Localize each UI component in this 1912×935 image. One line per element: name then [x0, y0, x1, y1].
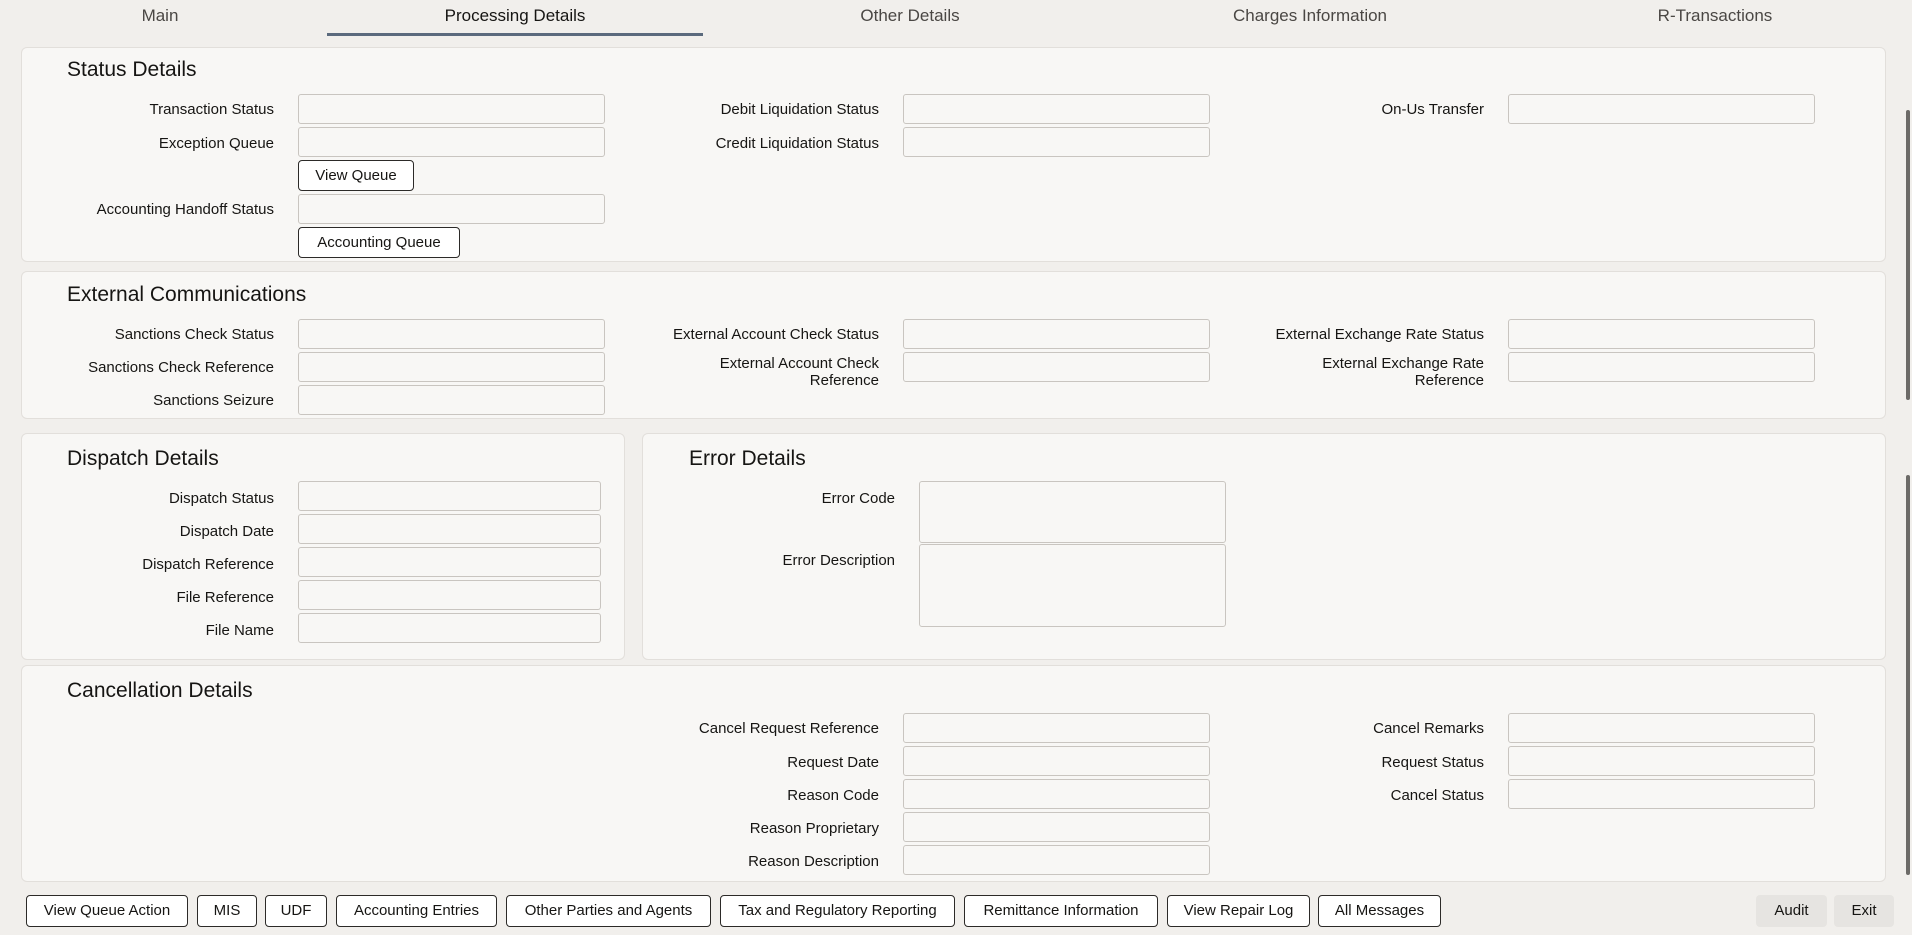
- exception-queue-label: Exception Queue: [158, 135, 274, 152]
- exception-queue-field[interactable]: [298, 127, 605, 157]
- scrollbar[interactable]: [1906, 110, 1910, 880]
- tax-and-regulatory-reporting-button[interactable]: Tax and Regulatory Reporting: [720, 895, 955, 927]
- reason-description-label: Reason Description: [748, 853, 879, 870]
- error-details-title: Error Details: [689, 447, 806, 470]
- transaction-status-label: Transaction Status: [149, 101, 274, 118]
- accounting-handoff-status-label: Accounting Handoff Status: [96, 201, 274, 218]
- exit-button[interactable]: Exit: [1834, 895, 1894, 927]
- file-reference-label: File Reference: [176, 589, 274, 606]
- sanctions-check-reference-label: Sanctions Check Reference: [88, 359, 274, 376]
- other-parties-and-agents-button[interactable]: Other Parties and Agents: [506, 895, 711, 927]
- debit-liquidation-status-label: Debit Liquidation Status: [720, 101, 879, 118]
- external-account-check-reference-label: [620, 355, 879, 389]
- dispatch-details-title: Dispatch Details: [67, 447, 219, 470]
- transaction-status-field[interactable]: [298, 94, 605, 124]
- sanctions-check-reference-field[interactable]: [298, 352, 605, 382]
- status-details-title: Status Details: [67, 58, 197, 81]
- cancel-status-field[interactable]: [1508, 779, 1815, 809]
- accounting-entries-button[interactable]: Accounting Entries: [336, 895, 497, 927]
- view-repair-log-button[interactable]: View Repair Log: [1167, 895, 1310, 927]
- reason-proprietary-label: Reason Proprietary: [749, 820, 879, 837]
- all-messages-button[interactable]: All Messages: [1318, 895, 1441, 927]
- scrollbar-thumb-lower[interactable]: [1906, 475, 1910, 875]
- reason-proprietary-field[interactable]: [903, 812, 1210, 842]
- tab-r-transactions[interactable]: R-Transactions: [1657, 6, 1773, 25]
- credit-liquidation-status-field[interactable]: [903, 127, 1210, 157]
- mis-button[interactable]: MIS: [197, 895, 257, 927]
- external-account-check-status-label: External Account Check Status: [673, 326, 879, 343]
- external-account-check-reference-line2: Reference: [809, 372, 879, 389]
- file-name-field[interactable]: [298, 613, 601, 643]
- sanctions-check-status-label: Sanctions Check Status: [114, 326, 274, 343]
- request-date-field[interactable]: [903, 746, 1210, 776]
- sanctions-seizure-label: Sanctions Seizure: [153, 392, 274, 409]
- udf-button[interactable]: UDF: [265, 895, 327, 927]
- scrollbar-thumb-upper[interactable]: [1906, 110, 1910, 400]
- sanctions-check-status-field[interactable]: [298, 319, 605, 349]
- external-exchange-rate-reference-line2: Reference: [1414, 372, 1484, 389]
- cancel-remarks-label: Cancel Remarks: [1373, 720, 1484, 737]
- view-queue-action-button[interactable]: View Queue Action: [26, 895, 188, 927]
- on-us-transfer-field[interactable]: [1508, 94, 1815, 124]
- external-account-check-status-field[interactable]: [903, 319, 1210, 349]
- accounting-handoff-status-field[interactable]: [298, 194, 605, 224]
- file-name-label: File Name: [205, 622, 274, 639]
- cancel-request-reference-field[interactable]: [903, 713, 1210, 743]
- credit-liquidation-status-label: Credit Liquidation Status: [715, 135, 879, 152]
- reason-code-field[interactable]: [903, 779, 1210, 809]
- file-reference-field[interactable]: [298, 580, 601, 610]
- external-account-check-reference-field[interactable]: [903, 352, 1210, 382]
- dispatch-reference-label: Dispatch Reference: [142, 556, 274, 573]
- tab-main[interactable]: Main: [141, 6, 179, 25]
- on-us-transfer-label: On-Us Transfer: [1381, 101, 1484, 118]
- external-exchange-rate-reference-label: [1230, 355, 1484, 389]
- error-description-field[interactable]: [919, 544, 1226, 627]
- reason-code-label: Reason Code: [787, 787, 879, 804]
- external-exchange-rate-reference-field[interactable]: [1508, 352, 1815, 382]
- cancel-remarks-field[interactable]: [1508, 713, 1815, 743]
- request-date-label: Request Date: [787, 754, 879, 771]
- view-queue-button[interactable]: View Queue: [298, 160, 414, 191]
- accounting-queue-button[interactable]: Accounting Queue: [298, 227, 460, 258]
- external-communications-title: External Communications: [67, 283, 307, 306]
- external-exchange-rate-status-label: External Exchange Rate Status: [1275, 326, 1484, 343]
- sanctions-seizure-field[interactable]: [298, 385, 605, 415]
- dispatch-date-field[interactable]: [298, 514, 601, 544]
- cancel-request-reference-label: Cancel Request Reference: [698, 720, 879, 737]
- debit-liquidation-status-field[interactable]: [903, 94, 1210, 124]
- error-code-label: Error Code: [821, 490, 895, 507]
- remittance-information-button[interactable]: Remittance Information: [964, 895, 1158, 927]
- external-account-check-reference-line1: External Account Check: [719, 355, 879, 372]
- request-status-field[interactable]: [1508, 746, 1815, 776]
- cancel-status-label: Cancel Status: [1390, 787, 1484, 804]
- dispatch-reference-field[interactable]: [298, 547, 601, 577]
- error-description-label: Error Description: [782, 552, 895, 569]
- reason-description-field[interactable]: [903, 845, 1210, 875]
- error-details-panel: [642, 433, 1886, 660]
- tab-charges-information[interactable]: Charges Information: [1232, 6, 1388, 25]
- external-exchange-rate-reference-line1: External Exchange Rate: [1322, 355, 1484, 372]
- error-code-field[interactable]: [919, 481, 1226, 543]
- audit-button[interactable]: Audit: [1756, 895, 1827, 927]
- tab-processing-details[interactable]: Processing Details: [327, 0, 703, 36]
- tab-bar: [0, 0, 1912, 38]
- tab-other-details[interactable]: Other Details: [860, 6, 960, 25]
- request-status-label: Request Status: [1381, 754, 1484, 771]
- dispatch-status-label: Dispatch Status: [168, 490, 274, 507]
- external-exchange-rate-status-field[interactable]: [1508, 319, 1815, 349]
- cancellation-details-title: Cancellation Details: [67, 679, 253, 702]
- dispatch-date-label: Dispatch Date: [179, 523, 274, 540]
- dispatch-status-field[interactable]: [298, 481, 601, 511]
